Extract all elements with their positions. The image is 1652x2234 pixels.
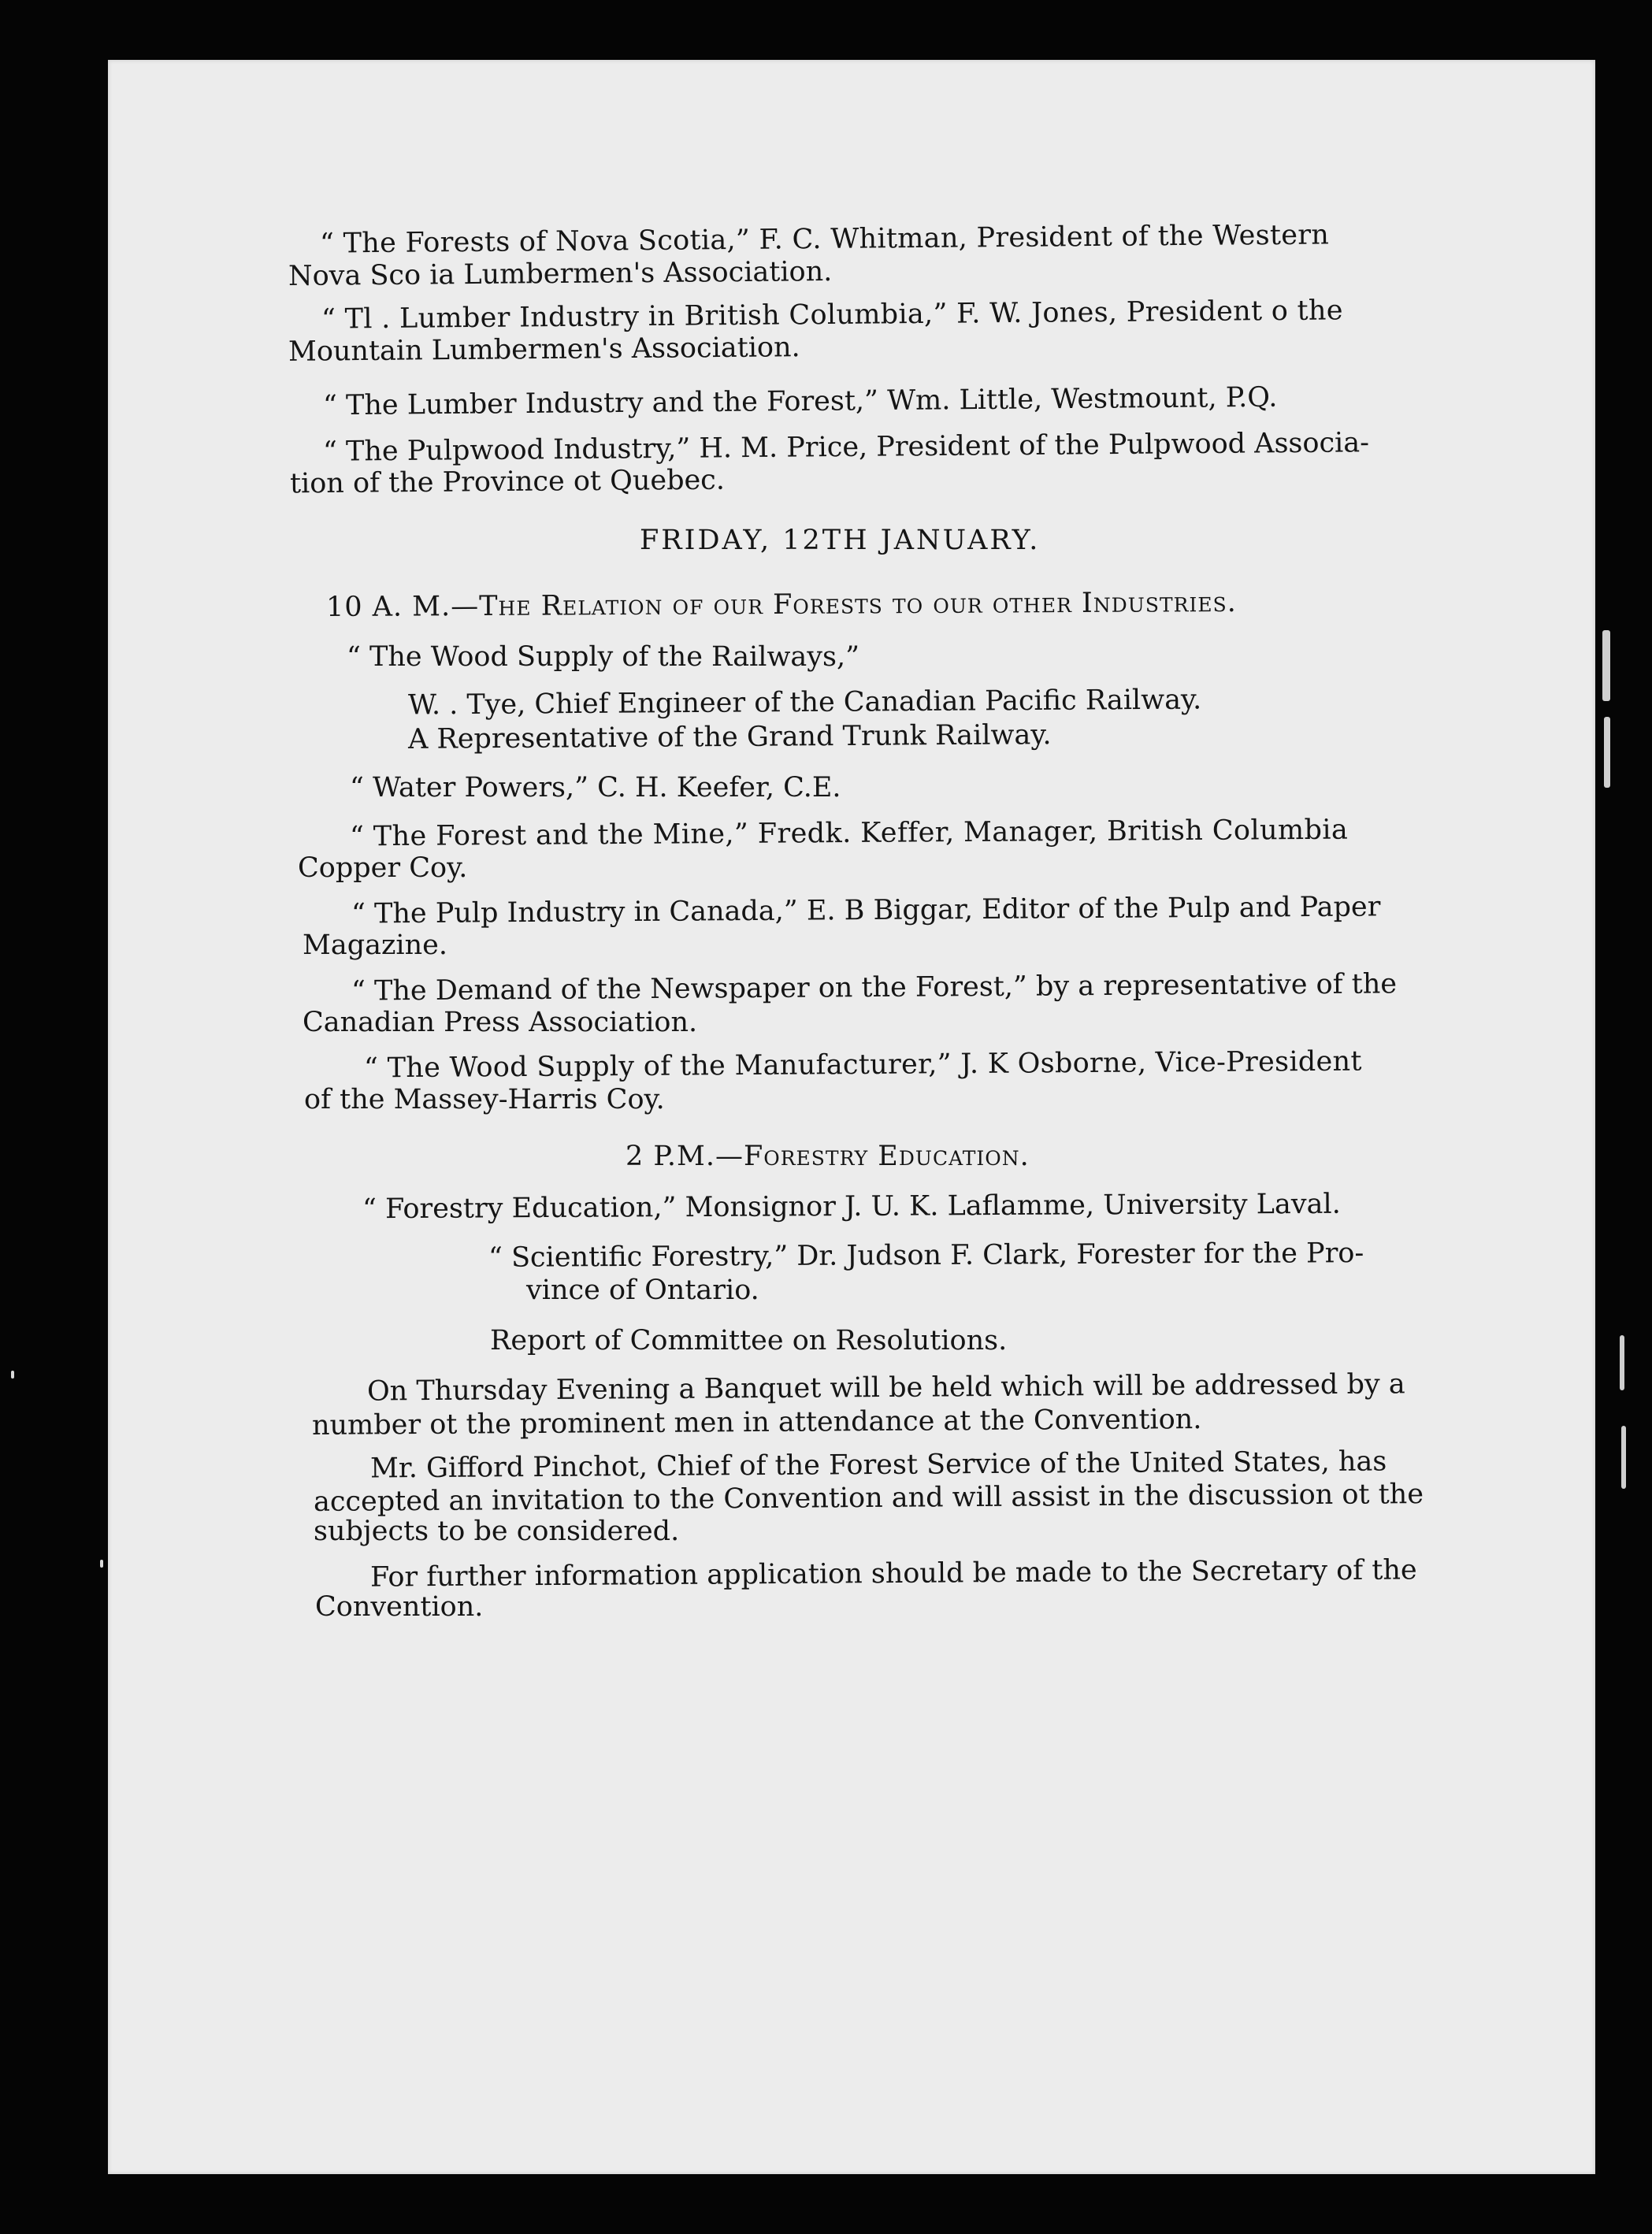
text-line: “ Tl . Lumber Industry in British Columbia,” F. W. Jones, President o the <box>321 295 1343 336</box>
text-line: “ Scientific Forestry,” Dr. Judson F. Clark, Forester for the Pro- <box>488 1238 1364 1274</box>
document-page <box>108 60 1595 2174</box>
text-line: accepted an invitation to the Convention and will assist in the discussion ot the <box>313 1479 1424 1518</box>
text-line: Copper Coy. <box>298 852 468 884</box>
text-line: “ The Forest and the Mine,” Fredk. Keffer, Manager, British Columbia <box>349 814 1349 853</box>
text-line: “ The Forests of Nova Scotia,” F. C. Whitman, President of the Western <box>319 219 1330 260</box>
text-line: “ The Wood Supply of the Railways,” <box>347 641 860 673</box>
section-heading-session: 10 A. M.—The Relation of our Forests to our other Industries. <box>325 586 1237 624</box>
text-line: “ Water Powers,” C. H. Keefer, C.E. <box>350 772 841 803</box>
scan-mark <box>1602 630 1610 701</box>
text-line: Mr. Gifford Pinchot, Chief of the Forest Service of the United States, has <box>369 1445 1387 1485</box>
text-line: Magazine. <box>303 930 447 961</box>
text-line: of the Massey-Harris Coy. <box>304 1084 665 1115</box>
text-line: Convention. <box>315 1591 484 1623</box>
text-line: number ot the prominent men in attendance at the Convention. <box>311 1404 1202 1442</box>
scan-mark <box>1620 1335 1624 1390</box>
text-line: “ The Pulp Industry in Canada,” E. B Biggar, Editor of the Pulp and Paper <box>351 891 1381 930</box>
text-line: For further information application should be made to the Secretary of the <box>369 1554 1417 1594</box>
scan-mark <box>1621 1426 1626 1489</box>
text-line: subjects to be considered. <box>314 1516 680 1547</box>
text-line: A Representative of the Grand Trunk Railway. <box>407 719 1052 755</box>
section-heading-session: 2 P.M.—Forestry Education. <box>626 1141 1030 1172</box>
text-line: Mountain Lumbermen's Association. <box>288 332 800 368</box>
text-line: “ The Pulpwood Industry,” H. M. Price, President of the Pulpwood Associa- <box>322 427 1370 468</box>
scan-speck <box>11 1371 14 1379</box>
text-line: “ The Lumber Industry and the Forest,” Wm. Little, Westmount, P.Q. <box>322 381 1278 422</box>
text-line: W. . Tye, Chief Engineer of the Canadian Pacific Railway. <box>407 684 1202 722</box>
text-line: “ Forestry Education,” Monsignor J. U. K. Laflamme, University Laval. <box>362 1188 1341 1226</box>
text-line: Report of Committee on Resolutions. <box>490 1325 1008 1356</box>
scan-mark <box>1604 717 1610 788</box>
text-line: Nova Sco ia Lumbermen's Association. <box>288 255 833 293</box>
section-heading-day: FRIDAY, 12TH JANUARY. <box>640 525 1041 556</box>
text-line: On Thursday Evening a Banquet will be held which will be addressed by a <box>366 1368 1405 1408</box>
text-line: Canadian Press Association. <box>303 1007 698 1038</box>
text-line: vince of Ontario. <box>526 1275 759 1306</box>
text-line: tion of the Province ot Quebec. <box>289 464 726 500</box>
text-line: “ The Wood Supply of the Manufacturer,” J. K Osborne, Vice-President <box>363 1045 1362 1085</box>
text-line: “ The Demand of the Newspaper on the Forest,” by a representative of the <box>351 968 1398 1008</box>
scan-speck <box>100 1560 103 1568</box>
